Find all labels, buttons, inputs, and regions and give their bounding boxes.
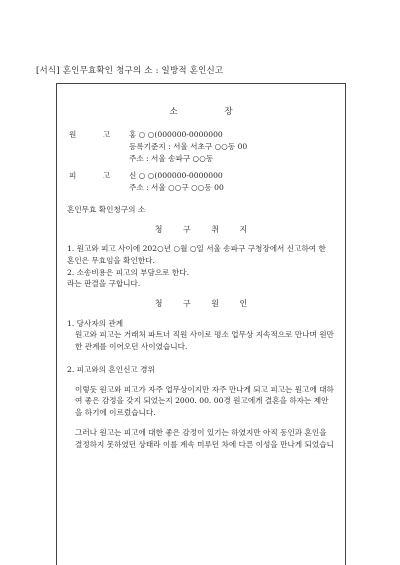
claim-cause-title: 청 구 원 인 [154, 299, 257, 309]
defendant-name: 신 ○ ○(000000-0000000 [129, 171, 223, 181]
section-heading-relationship: 1. 당사자의 관계 [67, 318, 124, 328]
defendant-label: 피 고 [69, 171, 123, 181]
document-sheet [56, 83, 346, 565]
section-body-marriage-report-continued: 그러나 원고는 피고에 대한 좋은 감정이 있기는 하였지만 아직 동인과 혼인을 결정하지 못하였던 상태라 이를 계속 미루던 차에 다른 이성을 만나게 되었습니 [75, 427, 334, 449]
section-body-relationship: 원고와 피고는 거래처 파트너 직원 사이로 평소 업무상 지속적으로 만나며 원만한 관계를 이어오던 사이였습니다. [75, 330, 334, 352]
defendant-block [67, 170, 335, 194]
section-heading-marriage-report: 2. 피고와의 혼인신고 경위 [67, 364, 155, 374]
document-title: 소 장 [169, 107, 255, 117]
section-body-marriage-report: 이렇듯 원고와 피고가 자주 업무상이지만 자주 만나게 되고 피고는 원고에 대하여 좋은 감정을 갖지 되었는지 2000. 00. 00경 원고에게 결혼을 하자는 제안을 하기에 이르렀습니다. [75, 384, 334, 418]
plaintiff-label: 원 고 [69, 130, 123, 140]
claim-purpose-closing: 라는 판결을 구합니다. [67, 279, 141, 289]
plaintiff-registry: 등록기준지 : 서울 서초구 ○○동 00 [129, 141, 248, 151]
plaintiff-name: 홍 ○ ○(000000-0000000 [129, 130, 223, 140]
defendant-address: 주소 : 서울 ○○구 ○○동 00 [129, 183, 224, 193]
form-title: [서식] 혼인무효확인 청구의 소 : 일방적 혼인신고 [36, 66, 224, 76]
claim-purpose-title: 청 구 취 지 [154, 224, 257, 234]
claim-purpose-item: 2. 소송비용은 피고의 부담으로 한다. [67, 267, 190, 277]
plaintiff-block [67, 129, 335, 164]
plaintiff-address: 주소 : 서울 송파구 ○○동 [129, 153, 214, 163]
claim-purpose-item: 1. 원고와 피고 사이에 202○년 ○월 ○일 서울 송파구 구청장에서 신고하여 한 혼인은 무효임을 확인한다. [67, 244, 326, 265]
case-name: 혼인무효 확인청구의 소 [67, 205, 146, 214]
